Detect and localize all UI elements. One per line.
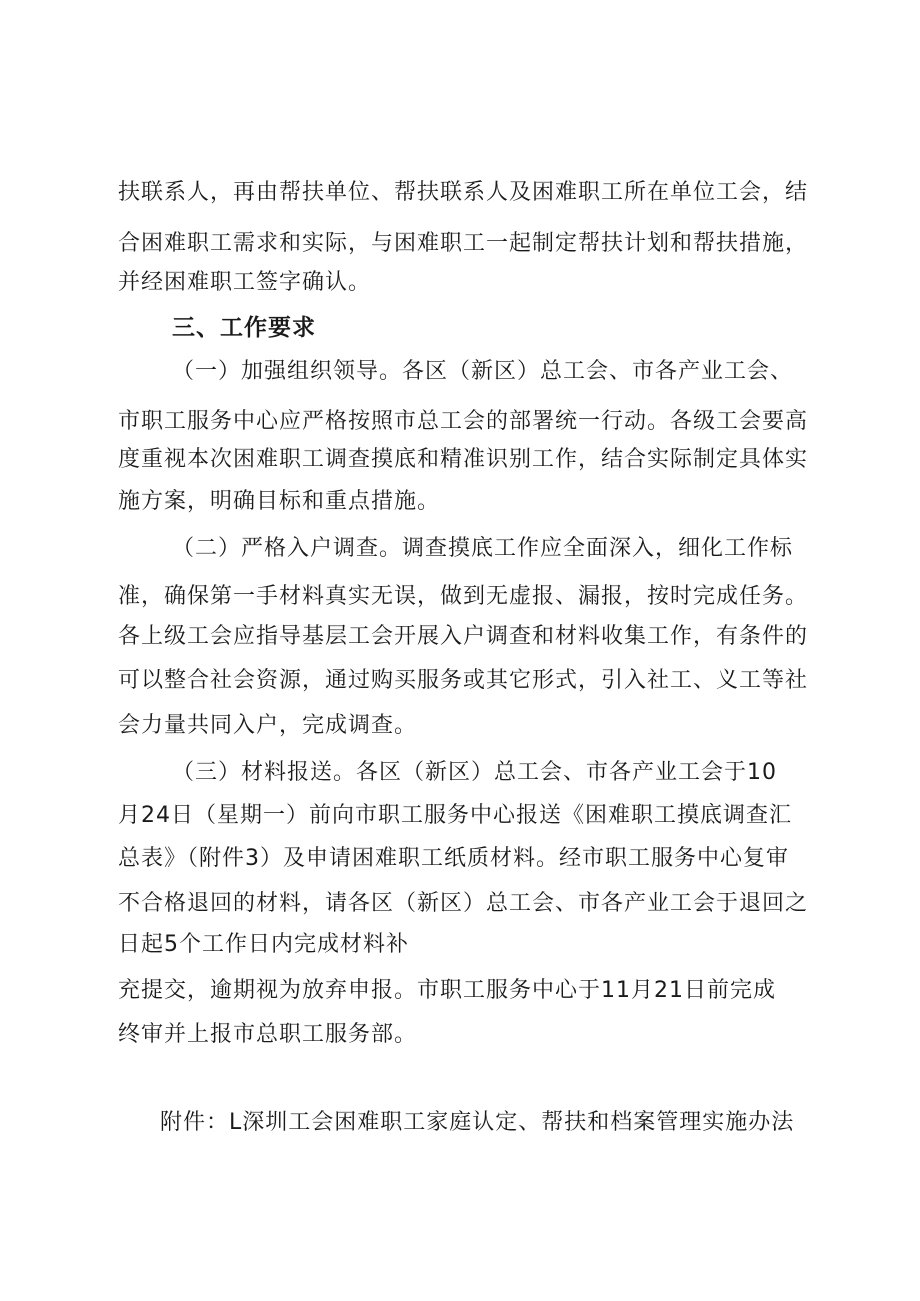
attachment-line: 附件：L深圳工会困难职工家庭认定、帮扶和档案管理实施办法 [160, 1110, 795, 1135]
section-heading: 三、工作要求 [172, 315, 316, 341]
text-line: 合困难职工需求和实际，与困难职工一起制定帮扶计划和帮扶措施， [118, 231, 809, 256]
text-line: 充提交，逾期视为放弃申报。市职工服务中心于11月21日前完成 [118, 978, 776, 1003]
text-line: 总表》（附件3）及申请困难职工纸质材料。经市职工服务中心复审 [118, 846, 789, 871]
text-line: 准，确保第一手材料真实无误，做到无虚报、漏报，按时完成任务。 [118, 584, 809, 609]
text-line: （三）材料报送。各区（新区）总工会、市各产业工会于10 [172, 760, 777, 785]
text-line: 各上级工会应指导基层工会开展入户调查和材料收集工作，有条件的 [118, 624, 809, 649]
text-line: 市职工服务中心应严格按照市总工会的部署统一行动。各级工会要高 [118, 409, 809, 434]
text-line: （一）加强组织领导。各区（新区）总工会、市各产业工会、 [172, 359, 794, 384]
text-line: 并经困难职工签字确认。 [118, 270, 372, 295]
text-line: 度重视本次困难职工调查摸底和精准识别工作，结合实际制定具体实 [118, 447, 809, 472]
text-line: 会力量共同入户，完成调查。 [118, 713, 418, 738]
text-line: 扶联系人，再由帮扶单位、帮扶联系人及困难职工所在单位工会，结 [118, 180, 809, 205]
text-line: 施方案，明确目标和重点措施。 [118, 489, 441, 514]
text-line: 终审并上报市总职工服务部。 [118, 1022, 418, 1047]
text-line: （二）严格入户调查。调查摸底工作应全面深入，细化工作标 [172, 536, 794, 561]
text-line: 日起5个工作日内完成材料补 [118, 932, 409, 957]
text-line: 月24日（星期一）前向市职工服务中心报送《困难职工摸底调查汇 [118, 803, 792, 828]
text-line: 可以整合社会资源，通过购买服务或其它形式，引入社工、义工等社 [118, 668, 809, 693]
text-line: 不合格退回的材料，请各区（新区）总工会、市各产业工会于退回之 [118, 891, 809, 916]
